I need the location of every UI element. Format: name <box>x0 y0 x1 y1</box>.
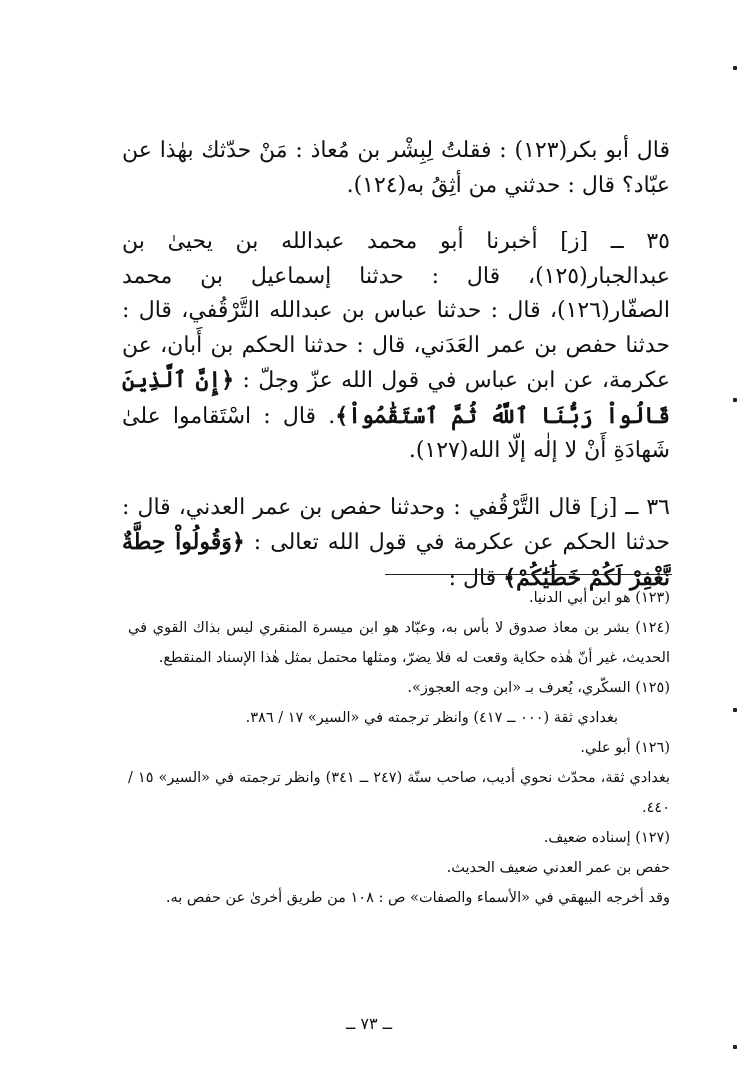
footnote-127-detail: حفص بن عمر العدني ضعيف الحديث. <box>446 860 670 876</box>
footnote-126: (١٢٦) أبو علي. <box>580 740 670 756</box>
scan-edge-mark <box>733 66 737 70</box>
footnote-123: (١٢٣) هو ابن أبي الدنيا. <box>528 590 670 606</box>
hadith-36-text: ٣٦ ــ [ز] قال التَّرْقُفي : وحدثنا حفص بن عمر العدني، قال : حدثنا الحكم عن عكرمة في قول الله تعالى : <box>122 494 670 555</box>
footnote-125-detail: بغدادي ثقة (٠٠٠ ــ ٤١٧) وانظر ترجمته في «السير» ١٧ / ٣٨٦. <box>245 710 618 726</box>
hadith-35-end: . قال : اسْتَقاموا علىٰ شَهادَةِ أَنْ لا إلٰه إلّا الله(١٢٧). <box>122 403 670 463</box>
page-number: ــ ٧٣ ــ <box>345 1014 393 1033</box>
scan-edge-mark <box>733 398 737 402</box>
footnote-126-detail: بغدادي ثقة، محدّث نحوي أديب، صاحب سنّة (٢٤٧ ــ ٣٤١) وانظر ترجمته في «السير» ١٥ / ٤٤٠. <box>128 770 671 816</box>
hadith-36-end: قال : <box>448 565 497 591</box>
footnote-124: (١٢٤) بشر بن معاذ صدوق لا بأس به، وعبّاد هو ابن ميسرة المنقري ليس بذاك القوي في الحديث، غير أنّ هٰذه حكاية وقعت له فلا يضرّ، ومثلها محتمل بمثل هٰذا الإسناد المنقطع. <box>128 620 670 666</box>
footnote-125: (١٢٥) السكّري، يُعرف بـ «ابن وجه العجوز». <box>407 680 670 696</box>
footnote-127: (١٢٧) إسناده ضعيف. <box>543 830 670 846</box>
footnote-127-source: وقد أخرجه البيهقي في «الأسماء والصفات» ص : ١٠٨ من طريق أخرىٰ عن حفص به. <box>165 890 670 906</box>
main-text <box>122 134 670 596</box>
scan-edge-mark <box>733 1045 737 1049</box>
hadith-36 <box>122 491 670 597</box>
hadith-35-text: ٣٥ ــ [ز] أخبرنا أبو محمد عبدالله بن يحيىٰ بن عبدالجبار(١٢٥)، قال : حدثنا إسماعيل بن محمد الصفّار(١٢٦)، قال : حدثنا عباس بن عبدالله التَّرْقُفي، قال : حدثنا حفص بن عمر العَدَني، قال : حدثنا الحكم بن أَبان، عن عكرمة، عن ابن عباس في قول الله عزّ وجلّ : <box>122 229 670 393</box>
scan-edge-mark <box>733 708 737 712</box>
quran-verse-36: ﴿وَقُولُواْ حِطَّةٌ نَّغْفِرْ لَكُمْ خَطَٰيَٰكُمْ﴾ <box>122 529 670 591</box>
paragraph-abu-bakr: قال أبو بكر(١٢٣) : فقلتُ لِبِشْر بن مُعاذ : مَنْ حدّثك بهٰذا عن عبّاد؟ قال : حدثني من أثِقُ به(١٢٤). <box>122 138 670 198</box>
quran-verse-35: ﴿إِنَّ ٱلَّذِينَ قَالُواْ رَبُّنَا ٱللَّهُ ثُمَّ ٱسْتَقَٰمُواْ﴾ <box>122 367 670 429</box>
hadith-35 <box>122 225 670 469</box>
footnote-divider <box>385 574 672 575</box>
footnotes <box>128 583 670 913</box>
